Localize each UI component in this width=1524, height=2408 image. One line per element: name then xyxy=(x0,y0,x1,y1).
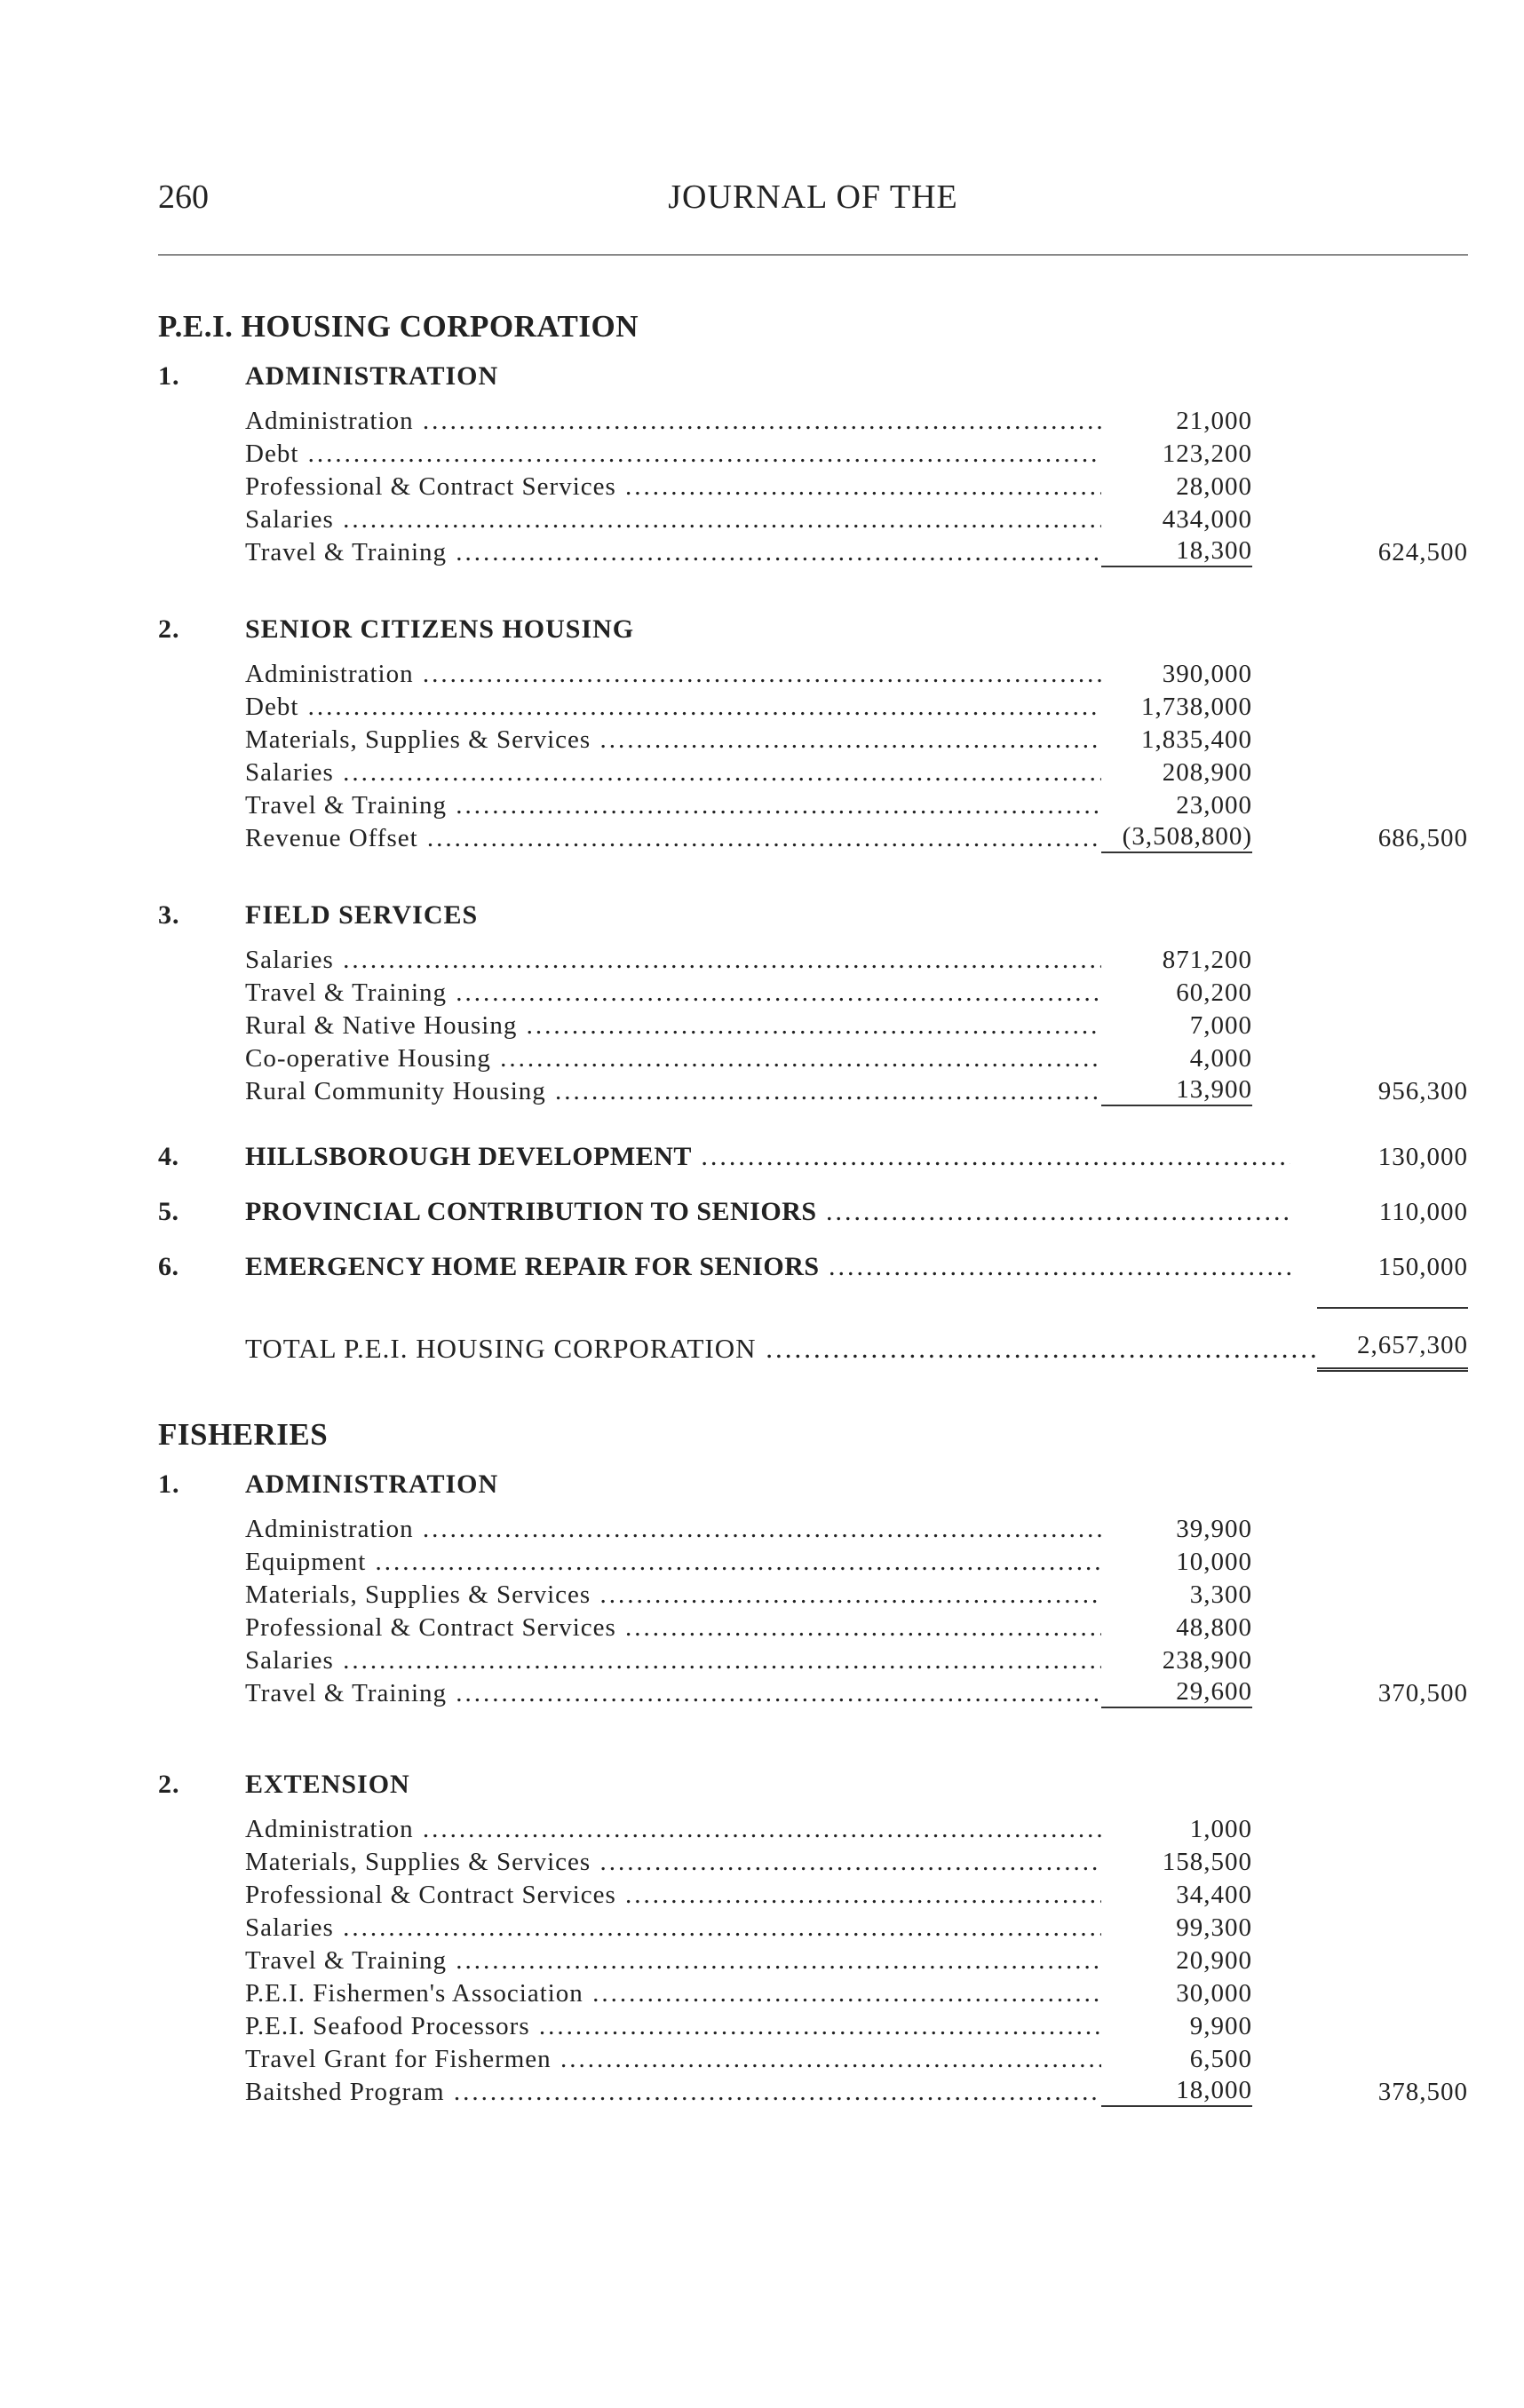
section-title: EMERGENCY HOME REPAIR FOR SENIORS ..... xyxy=(245,1240,1413,1295)
single-line-section xyxy=(158,1184,1468,1240)
item-amount: 390,000 xyxy=(1101,658,1252,691)
section-number: 2. xyxy=(158,614,180,644)
item-label: Equipment ..... xyxy=(245,1546,1187,1579)
item-amount: 3,300 xyxy=(1101,1579,1252,1612)
journal-title: JOURNAL OF THE xyxy=(668,178,958,216)
line-item xyxy=(158,789,1468,822)
single-line-section xyxy=(158,1240,1468,1295)
item-amount: 6,500 xyxy=(1101,2043,1252,2076)
section-number: 4. xyxy=(158,1142,179,1171)
item-amount: 99,300 xyxy=(1101,1912,1252,1945)
item-amount: 1,000 xyxy=(1101,1813,1252,1846)
item-amount: 1,738,000 xyxy=(1101,691,1252,724)
line-item xyxy=(158,1010,1468,1042)
budget-content xyxy=(158,302,1468,2109)
grand-total-label: TOTAL P.E.I. HOUSING CORPORATION ..... xyxy=(245,1323,1413,1374)
section-title: EXTENSION xyxy=(245,1770,410,1799)
line-item xyxy=(158,822,1468,855)
item-label: Debt ..... xyxy=(245,691,1187,724)
section-heading xyxy=(158,1460,1468,1509)
header-rule xyxy=(158,254,1468,256)
section-heading xyxy=(158,605,1468,654)
section-total: 370,500 xyxy=(1290,1677,1468,1710)
line-items xyxy=(158,944,1468,1108)
line-item xyxy=(158,1912,1468,1945)
item-label: Travel & Training ..... xyxy=(245,1677,1187,1710)
item-label: Administration ..... xyxy=(245,658,1187,691)
total-rule xyxy=(1317,1307,1468,1309)
section-total: 130,000 xyxy=(1290,1129,1468,1184)
grand-total-amount: 2,657,300 xyxy=(1317,1323,1468,1372)
item-amount: 18,300 xyxy=(1101,536,1252,567)
item-amount: 21,000 xyxy=(1101,405,1252,438)
section-heading xyxy=(158,352,1468,401)
section-total: 110,000 xyxy=(1290,1184,1468,1240)
item-amount: 9,900 xyxy=(1101,2010,1252,2043)
item-label: Professional & Contract Services ..... xyxy=(245,471,1187,503)
item-label: Travel & Training ..... xyxy=(245,536,1187,569)
item-amount: 238,900 xyxy=(1101,1644,1252,1677)
section-number: 1. xyxy=(158,361,180,391)
item-label: Travel & Training ..... xyxy=(245,1945,1187,1977)
item-label: Professional & Contract Services ..... xyxy=(245,1612,1187,1644)
item-label: P.E.I. Seafood Processors ..... xyxy=(245,2010,1187,2043)
section-number: 5. xyxy=(158,1197,179,1226)
item-label: Salaries ..... xyxy=(245,1912,1187,1945)
single-line-section xyxy=(158,1129,1468,1184)
section-heading xyxy=(158,1760,1468,1810)
page-number: 260 xyxy=(158,178,209,216)
department-grand-total xyxy=(158,1323,1468,1374)
item-amount: 10,000 xyxy=(1101,1546,1252,1579)
department-title-fisheries: FISHERIES xyxy=(158,1417,329,1452)
line-item xyxy=(158,1546,1468,1579)
item-label: Salaries ..... xyxy=(245,756,1187,789)
section-total: 624,500 xyxy=(1290,536,1468,569)
item-amount: 208,900 xyxy=(1101,756,1252,789)
line-item xyxy=(158,471,1468,503)
item-label: Materials, Supplies & Services ..... xyxy=(245,1846,1187,1879)
item-amount: (3,508,800) xyxy=(1101,822,1252,853)
item-amount: 123,200 xyxy=(1101,438,1252,471)
item-label: Rural Community Housing ..... xyxy=(245,1075,1187,1108)
item-label: Salaries ..... xyxy=(245,503,1187,536)
line-items xyxy=(158,1513,1468,1710)
item-amount: 13,900 xyxy=(1101,1075,1252,1106)
line-item xyxy=(158,1846,1468,1879)
line-item xyxy=(158,691,1468,724)
item-label: Materials, Supplies & Services ..... xyxy=(245,724,1187,756)
item-amount: 29,600 xyxy=(1101,1677,1252,1708)
line-items xyxy=(158,1813,1468,2109)
line-items xyxy=(158,658,1468,855)
line-items xyxy=(158,405,1468,569)
line-item xyxy=(158,2010,1468,2043)
section-number: 3. xyxy=(158,900,180,930)
line-item xyxy=(158,756,1468,789)
line-item xyxy=(158,536,1468,569)
item-amount: 34,400 xyxy=(1101,1879,1252,1912)
line-item xyxy=(158,724,1468,756)
section-total: 686,500 xyxy=(1290,822,1468,855)
item-amount: 30,000 xyxy=(1101,1977,1252,2010)
line-item xyxy=(158,1042,1468,1075)
section-title: FIELD SERVICES xyxy=(245,900,479,930)
item-label: Administration ..... xyxy=(245,405,1187,438)
line-item xyxy=(158,2076,1468,2109)
line-item xyxy=(158,944,1468,977)
section-title: ADMINISTRATION xyxy=(245,1469,499,1499)
item-label: Revenue Offset ..... xyxy=(245,822,1187,855)
item-amount: 28,000 xyxy=(1101,471,1252,503)
section-title: HILLSBOROUGH DEVELOPMENT ..... xyxy=(245,1129,1413,1184)
item-label: Co-operative Housing ..... xyxy=(245,1042,1187,1075)
line-item xyxy=(158,1813,1468,1846)
page-header xyxy=(158,178,1468,231)
item-label: Salaries ..... xyxy=(245,944,1187,977)
line-item xyxy=(158,1612,1468,1644)
item-label: Travel Grant for Fishermen ..... xyxy=(245,2043,1187,2076)
item-label: P.E.I. Fishermen's Association ..... xyxy=(245,1977,1187,2010)
item-amount: 158,500 xyxy=(1101,1846,1252,1879)
section-title: ADMINISTRATION xyxy=(245,361,499,391)
section-total: 378,500 xyxy=(1290,2076,1468,2109)
item-amount: 48,800 xyxy=(1101,1612,1252,1644)
item-amount: 20,900 xyxy=(1101,1945,1252,1977)
item-amount: 7,000 xyxy=(1101,1010,1252,1042)
item-label: Baitshed Program ..... xyxy=(245,2076,1187,2109)
item-label: Materials, Supplies & Services ..... xyxy=(245,1579,1187,1612)
section-total: 150,000 xyxy=(1290,1240,1468,1295)
item-label: Travel & Training ..... xyxy=(245,789,1187,822)
line-item xyxy=(158,1677,1468,1710)
item-amount: 60,200 xyxy=(1101,977,1252,1010)
item-amount: 4,000 xyxy=(1101,1042,1252,1075)
line-item xyxy=(158,977,1468,1010)
section-number: 6. xyxy=(158,1252,179,1281)
item-label: Professional & Contract Services ..... xyxy=(245,1879,1187,1912)
item-amount: 39,900 xyxy=(1101,1513,1252,1546)
line-item xyxy=(158,1977,1468,2010)
section-number: 1. xyxy=(158,1469,180,1499)
item-amount: 1,835,400 xyxy=(1101,724,1252,756)
item-label: Administration ..... xyxy=(245,1813,1187,1846)
section-number: 2. xyxy=(158,1770,180,1799)
line-item xyxy=(158,2043,1468,2076)
section-heading xyxy=(158,891,1468,940)
section-total: 956,300 xyxy=(1290,1075,1468,1108)
item-label: Debt ..... xyxy=(245,438,1187,471)
item-amount: 871,200 xyxy=(1101,944,1252,977)
line-item xyxy=(158,1879,1468,1912)
section-title: PROVINCIAL CONTRIBUTION TO SENIORS ..... xyxy=(245,1184,1413,1240)
line-item xyxy=(158,1644,1468,1677)
line-item xyxy=(158,405,1468,438)
item-label: Administration ..... xyxy=(245,1513,1187,1546)
section-title: SENIOR CITIZENS HOUSING xyxy=(245,614,635,644)
item-label: Salaries ..... xyxy=(245,1644,1187,1677)
item-amount: 434,000 xyxy=(1101,503,1252,536)
item-amount: 18,000 xyxy=(1101,2076,1252,2107)
item-amount: 23,000 xyxy=(1101,789,1252,822)
line-item xyxy=(158,438,1468,471)
line-item xyxy=(158,658,1468,691)
item-label: Travel & Training ..... xyxy=(245,977,1187,1010)
line-item xyxy=(158,1513,1468,1546)
line-item xyxy=(158,1075,1468,1108)
department-title-housing: P.E.I. HOUSING CORPORATION xyxy=(158,309,639,344)
item-label: Rural & Native Housing ..... xyxy=(245,1010,1187,1042)
line-item xyxy=(158,1945,1468,1977)
line-item xyxy=(158,503,1468,536)
line-item xyxy=(158,1579,1468,1612)
